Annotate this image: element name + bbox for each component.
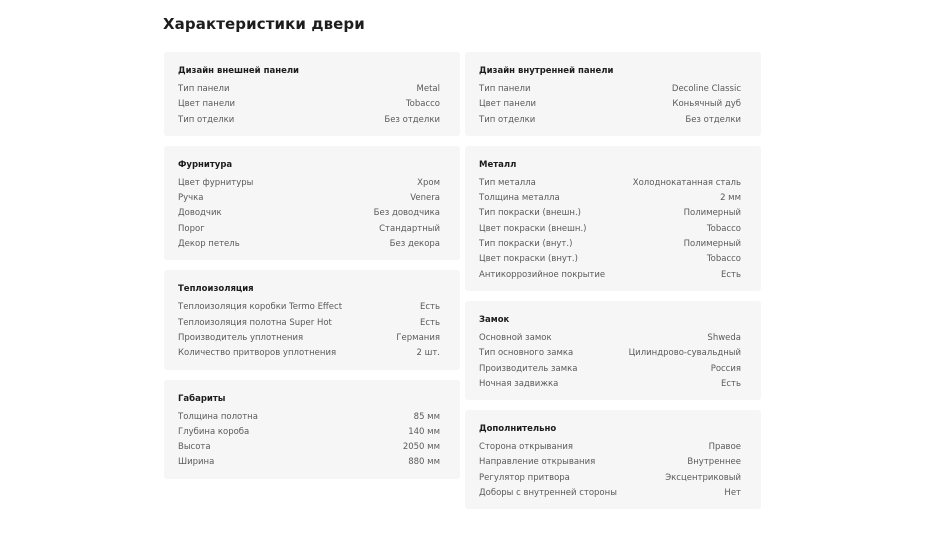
spec-label: Декор петель <box>178 239 240 250</box>
spec-value: Холоднокатанная сталь <box>632 177 741 188</box>
spec-label: Цвет покраски (внешн.) <box>479 223 587 234</box>
spec-value: Без отделки <box>384 114 440 125</box>
spec-value: Стандартный <box>379 223 440 234</box>
spec-row <box>479 113 741 128</box>
spec-row <box>479 331 741 346</box>
spec-label: Толщина полотна <box>178 411 258 422</box>
spec-value: Без доводчика <box>373 208 440 219</box>
spec-row <box>479 362 741 377</box>
spec-row <box>178 425 440 440</box>
spec-card <box>164 380 460 479</box>
spec-value: Хром <box>417 177 440 188</box>
spec-label: Цвет панели <box>178 99 236 110</box>
spec-label: Тип панели <box>178 84 230 94</box>
spec-row <box>479 191 741 206</box>
spec-value: Германия <box>396 332 440 343</box>
spec-label: Ночная задвижка <box>479 378 559 389</box>
spec-value: Есть <box>419 317 440 328</box>
spec-card-title: Дополнительно <box>479 424 557 435</box>
spec-card <box>465 146 761 291</box>
spec-row <box>178 300 440 315</box>
spec-label: Порог <box>178 223 205 234</box>
spec-row <box>178 455 440 470</box>
spec-row <box>178 346 440 361</box>
spec-value: Без декора <box>389 239 440 250</box>
spec-value: Внутреннее <box>687 457 741 468</box>
spec-value: 140 мм <box>408 426 440 437</box>
spec-row <box>479 471 741 486</box>
spec-label: Цвет панели <box>479 99 537 110</box>
spec-label: Тип покраски (внешн.) <box>479 208 581 219</box>
spec-label: Тип металла <box>479 177 536 188</box>
spec-row <box>479 222 741 237</box>
spec-row <box>479 455 741 470</box>
spec-card <box>465 52 761 136</box>
spec-row <box>479 97 741 112</box>
spec-label: Сторона открывания <box>479 442 573 453</box>
spec-row <box>479 440 741 455</box>
spec-label: Тип покраски (внут.) <box>479 239 573 250</box>
spec-row <box>178 316 440 331</box>
spec-value: Decoline Classic <box>671 84 741 94</box>
spec-value: 2050 мм <box>402 442 440 453</box>
spec-value: Есть <box>419 302 440 313</box>
spec-value: Без отделки <box>685 114 741 125</box>
spec-card-title: Металл <box>479 159 517 170</box>
spec-row <box>178 82 440 97</box>
spec-card <box>465 410 761 509</box>
spec-value: Есть <box>720 378 741 389</box>
spec-label: Антикоррозийное покрытие <box>479 269 606 280</box>
spec-label: Ручка <box>178 193 204 204</box>
spec-label: Цвет покраски (внут.) <box>479 254 578 265</box>
spec-row <box>178 176 440 191</box>
spec-row <box>178 113 440 128</box>
spec-value: Metal <box>416 84 440 94</box>
spec-value: 880 мм <box>408 457 440 468</box>
spec-value: 2 мм <box>720 193 741 204</box>
spec-row <box>479 206 741 221</box>
spec-value: Правое <box>708 442 741 453</box>
spec-label: Тип основного замка <box>479 348 574 359</box>
spec-card-title: Дизайн внутренней панели <box>479 66 614 76</box>
spec-label: Толщина металла <box>479 193 560 204</box>
spec-row <box>479 377 741 392</box>
spec-card <box>164 270 460 369</box>
spec-row <box>178 97 440 112</box>
spec-value: Коньячный дуб <box>672 99 741 110</box>
spec-label: Регулятор притвора <box>479 472 570 483</box>
spec-row <box>178 237 440 252</box>
spec-value: Эксцентриковый <box>665 472 741 483</box>
spec-label: Производитель замка <box>479 363 578 374</box>
spec-card <box>164 52 460 136</box>
spec-label: Ширина <box>178 457 215 468</box>
spec-card <box>465 301 761 400</box>
spec-card-title: Теплоизоляция <box>178 284 254 295</box>
spec-label: Глубина короба <box>178 426 250 437</box>
spec-row <box>178 206 440 221</box>
spec-card-title: Габариты <box>178 393 226 404</box>
spec-label: Тип отделки <box>178 114 235 125</box>
spec-card-title: Дизайн внешней панели <box>178 66 300 76</box>
spec-label: Теплоизоляция коробки Termo Effect <box>178 302 343 313</box>
spec-row <box>178 191 440 206</box>
spec-value: Полимерный <box>683 208 741 219</box>
spec-value: Полимерный <box>683 239 741 250</box>
spec-row <box>178 331 440 346</box>
spec-value: Цилиндрово-сувальдный <box>628 348 741 359</box>
spec-row <box>479 176 741 191</box>
spec-value: Tobacco <box>405 99 440 110</box>
spec-label: Производитель уплотнения <box>178 332 304 343</box>
spec-row <box>178 222 440 237</box>
spec-value: Есть <box>720 269 741 280</box>
spec-row <box>479 346 741 361</box>
spec-value: Нет <box>724 488 741 499</box>
spec-value: Tobacco <box>706 254 741 265</box>
spec-card <box>164 146 460 260</box>
spec-label: Доводчик <box>178 208 222 219</box>
spec-label: Направление открывания <box>479 457 596 468</box>
spec-label: Доборы с внутренней стороны <box>479 488 617 499</box>
spec-label: Тип панели <box>479 84 531 94</box>
page-title: Характеристики двери <box>163 15 365 33</box>
spec-card-title: Замок <box>479 314 510 325</box>
spec-label: Основной замок <box>479 332 552 343</box>
spec-value: Tobacco <box>706 223 741 234</box>
spec-value: Shweda <box>707 332 741 343</box>
spec-row <box>178 440 440 455</box>
spec-row <box>479 268 741 283</box>
spec-label: Теплоизоляция полотна Super Hot <box>178 317 332 328</box>
spec-row <box>479 82 741 97</box>
spec-label: Цвет фурнитуры <box>178 177 254 188</box>
spec-row <box>479 252 741 267</box>
right-spec-column <box>465 52 761 519</box>
spec-label: Количество притворов уплотнения <box>178 348 337 359</box>
spec-row <box>479 486 741 501</box>
spec-label: Тип отделки <box>479 114 536 125</box>
spec-label: Высота <box>178 442 211 453</box>
spec-card-title: Фурнитура <box>178 159 233 170</box>
spec-value: 85 мм <box>413 411 440 422</box>
left-spec-column <box>164 52 460 489</box>
spec-row <box>178 410 440 425</box>
spec-value: 2 шт. <box>416 348 440 359</box>
spec-value: Россия <box>710 363 741 374</box>
spec-value: Venera <box>410 193 440 204</box>
spec-row <box>479 237 741 252</box>
